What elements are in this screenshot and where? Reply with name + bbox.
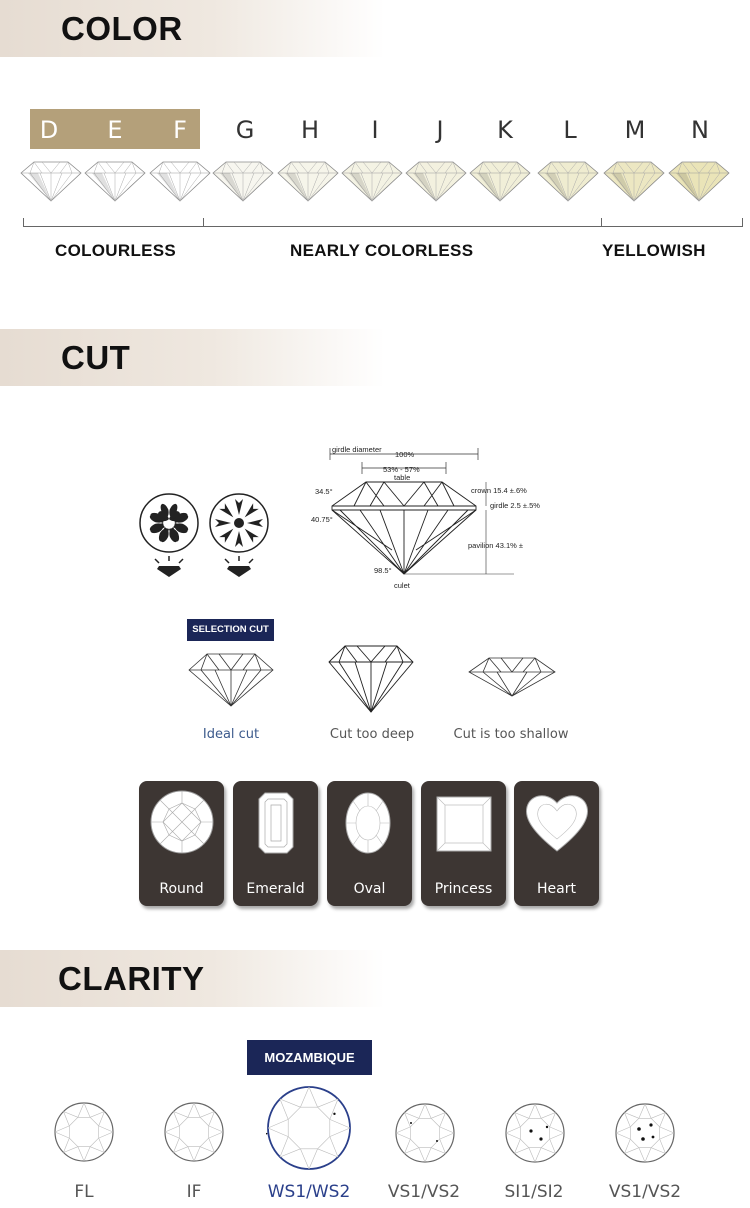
scale-tick [601, 218, 602, 227]
grade-d: D [39, 116, 59, 144]
diameter-pct: 100% [395, 450, 415, 459]
ideal-cut-label: Ideal cut [202, 727, 260, 742]
table-pct: 53% - 57% [383, 465, 420, 474]
grade-f: F [173, 116, 187, 144]
clarity-diamond-5 [614, 1102, 676, 1164]
shape-label-princess: Princess [434, 881, 493, 897]
pavilion-label: pavilion 43.1% ± [468, 541, 523, 550]
deep-cut-label: Cut too deep [329, 727, 415, 742]
diamond-grade-l [537, 160, 599, 202]
shallow-cut-diamond-icon [467, 656, 557, 700]
diamond-grade-n [668, 160, 730, 202]
scale-tick [23, 218, 24, 227]
grade-e: E [107, 116, 123, 144]
cut-section-title: CUT [61, 339, 131, 376]
clarity-diamond-4 [504, 1102, 566, 1164]
diamond-grade-j [405, 160, 467, 202]
hearts-arrows-icon [137, 493, 287, 583]
color-scale-line [23, 226, 743, 227]
scale-tick [203, 218, 204, 227]
diamond-grade-d [20, 160, 82, 202]
grade-l: L [563, 116, 577, 144]
scale-tick [742, 218, 743, 227]
grade-m: M [624, 116, 646, 144]
color-section-title: COLOR [61, 10, 183, 47]
shape-card-emerald[interactable] [233, 781, 318, 906]
color-header-band [0, 0, 385, 57]
grade-h: H [300, 116, 320, 144]
shape-label-round: Round [159, 881, 204, 897]
clarity-diamond-0 [53, 1101, 115, 1163]
shape-card-princess[interactable] [421, 781, 506, 906]
table-label: table [394, 473, 411, 482]
shape-label-heart: Heart [537, 881, 576, 897]
round-shape-icon [149, 789, 215, 855]
category-colourless: COLOURLESS [55, 241, 177, 260]
princess-shape-icon [431, 789, 497, 855]
grade-i: I [371, 116, 379, 144]
culet-label: culet [394, 581, 410, 590]
clarity-label-if: IF [186, 1182, 202, 1202]
clarity-diamond-2 [266, 1085, 352, 1171]
diamond-grade-h [277, 160, 339, 202]
clarity-label-si: SI1/SI2 [504, 1182, 564, 1202]
shape-label-emerald: Emerald [246, 881, 305, 897]
mozambique-tag: MOZAMBIQUE [247, 1040, 372, 1075]
clarity-section-title: CLARITY [58, 960, 205, 997]
diamond-grade-f [149, 160, 211, 202]
deep-cut-diamond-icon [327, 644, 415, 714]
clarity-label-ws: WS1/WS2 [267, 1182, 351, 1202]
heart-shape-icon [524, 789, 590, 855]
shallow-cut-label: Cut is too shallow [453, 727, 569, 742]
category-yellowish: YELLOWISH [602, 241, 706, 260]
clarity-diamond-1 [163, 1101, 225, 1163]
clarity-diamond-3 [394, 1102, 456, 1164]
diamond-grade-m [603, 160, 665, 202]
category-nearly-colorless: NEARLY COLORLESS [290, 241, 474, 260]
grade-k: K [497, 116, 513, 144]
grade-g: G [235, 116, 255, 144]
culet-angle: 98.5° [374, 566, 392, 575]
pavilion-angle: 40.75° [311, 515, 333, 524]
shape-card-round[interactable] [139, 781, 224, 906]
crown-label: crown 15.4 ±.6% [471, 486, 527, 495]
shape-card-heart[interactable] [514, 781, 599, 906]
girdle-diameter-label: girdle diameter [332, 445, 382, 454]
grade-j: J [436, 116, 444, 144]
grade-n: N [691, 116, 709, 144]
ideal-cut-diamond-icon [187, 650, 275, 708]
emerald-shape-icon [243, 789, 309, 855]
girdle-label: girdle 2.5 ±.5% [490, 501, 540, 510]
shape-card-oval[interactable] [327, 781, 412, 906]
diamond-grade-g [212, 160, 274, 202]
clarity-label-vs: VS1/VS2 [387, 1182, 461, 1202]
crown-angle: 34.5° [315, 487, 333, 496]
clarity-header-band [0, 950, 385, 1007]
clarity-label-fl: FL [74, 1182, 94, 1202]
oval-shape-icon [337, 789, 403, 855]
clarity-label-vs2: VS1/VS2 [608, 1182, 682, 1202]
shape-label-oval: Oval [353, 881, 386, 897]
selection-cut-tag: SELECTION CUT [187, 619, 274, 641]
diamond-grade-e [84, 160, 146, 202]
diamond-grade-k [469, 160, 531, 202]
cut-header-band [0, 329, 385, 386]
diamond-grade-i [341, 160, 403, 202]
cut-proportion-diagram [300, 440, 570, 595]
